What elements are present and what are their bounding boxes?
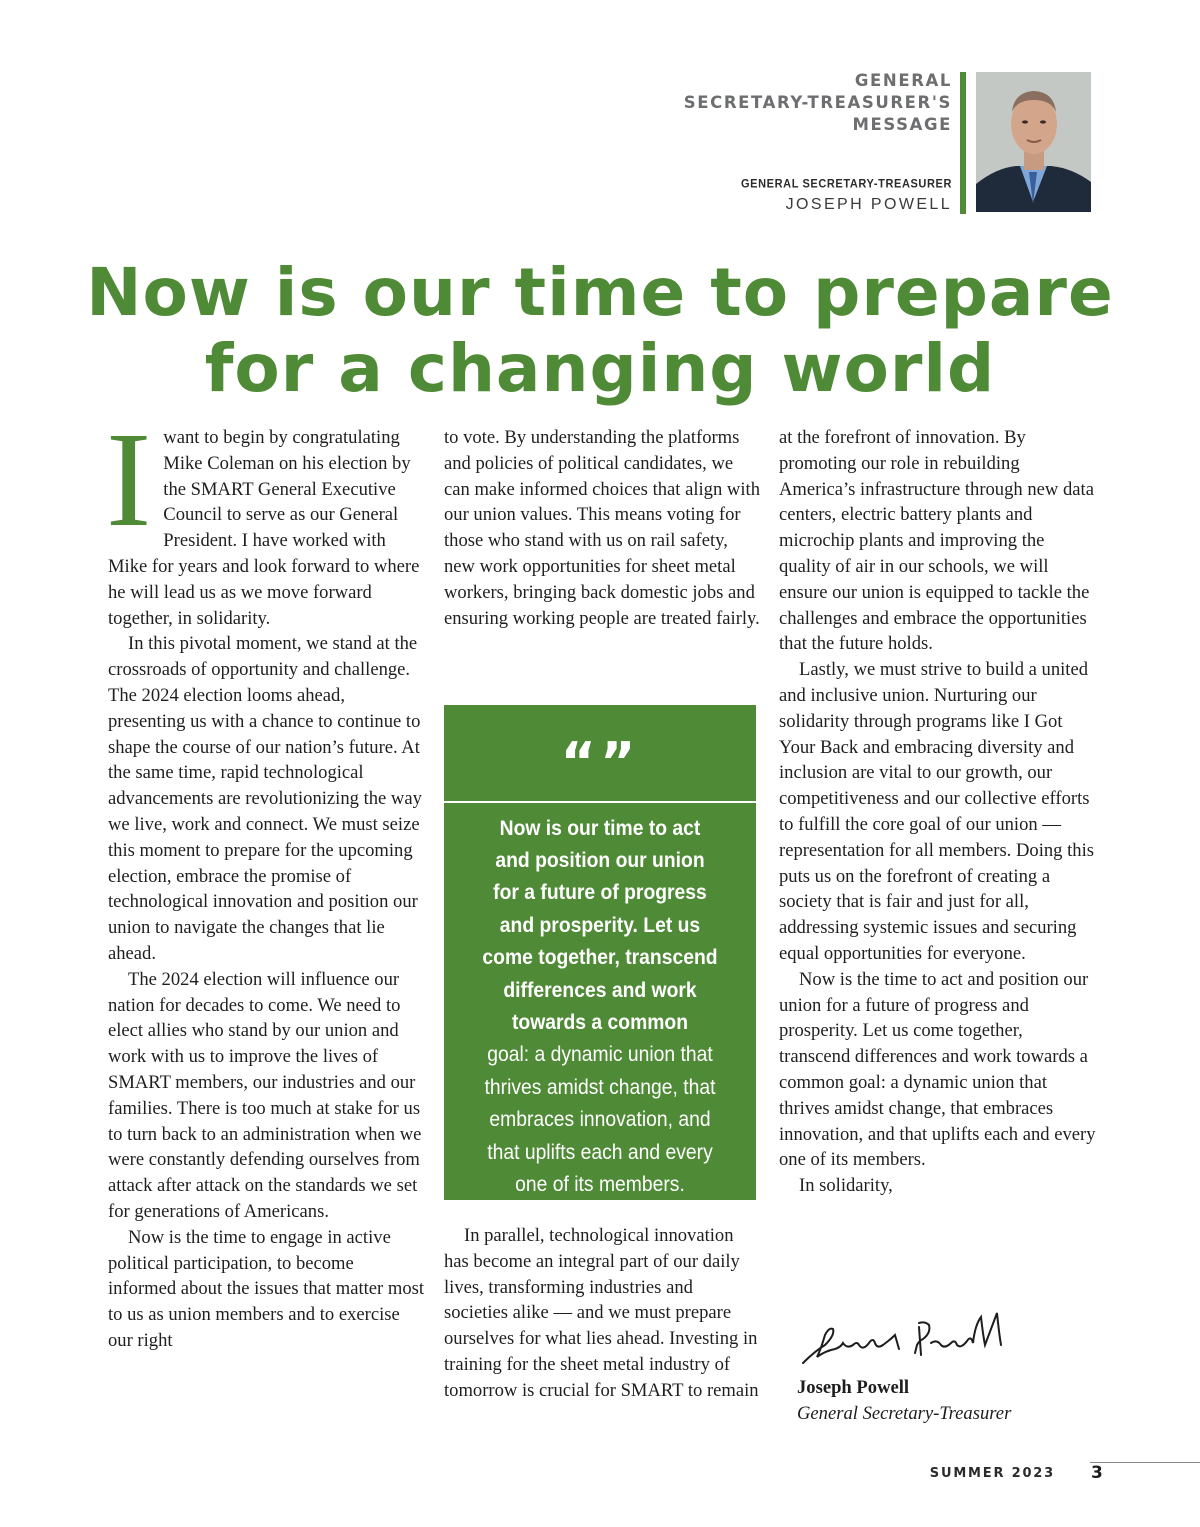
article-column-1 — [106, 405, 426, 1354]
headline — [0, 255, 1200, 407]
pull-quote — [444, 705, 756, 1200]
footer-divider — [1090, 1462, 1200, 1463]
drop-cap: I — [106, 405, 152, 555]
paragraph: Now is the time to act and position our union for a future of progress and prosperity. Let us come together, transcend differences and work towards a common goal: a dynamic union that thrives amidst change, that embraces innovation, and that uplifts each and every one of its members. — [779, 968, 1096, 1171]
article-column-2-continued — [444, 1223, 760, 1404]
paragraph: Lastly, we must strive to build a united and inclusive union. Nurturing our solidarity through programs like I Got Your Back and embracing diversity and inclusion are vital to our growth, our competitiveness and our collective efforts to fulfill the core goal of our union — representation for all members. Doing this puts us on the forefront of creating a society that is fair and just for all, addressing systemic issues and securing equal opportunities for everyone. — [779, 659, 1094, 964]
paragraph: The 2024 election will influence our nation for decades to come. We need to elect allies who stand by our union and work with us to improve the lives of SMART members, our industries and our families. There is too much at stake for us to turn back to an administration when we were constantly defending ourselves from attack after attack on the standards we set for generations of Americans. — [108, 968, 422, 1222]
paragraph: at the forefront of innovation. By promoting our role in rebuilding America’s infrastructure through new data centers, electric battery plants and microchip plants and improving the quality of air in our schools, we will ensure our union is equipped to tackle the challenges and embrace the opportunities that the future holds. — [779, 427, 1094, 655]
article-column-3 — [779, 425, 1097, 1199]
paragraph-text: want to begin by congratulating Mike Coleman on his election by the SMART General Executive Council to serve as our General President. I have worked with Mike for years and look forward to where he will lead us as we move forward together, in solidarity. — [108, 427, 420, 629]
headline-line: for a changing world — [204, 330, 996, 407]
issue-label: SUMMER 2023 — [929, 1466, 1055, 1481]
pull-quote-bold-text: Now is our time to act and position our union for a future of progress and prosperity. Let us come together, transcend differences and work towards a common — [482, 816, 718, 1034]
section-label — [684, 70, 952, 136]
pull-quote-divider — [444, 801, 756, 803]
accent-bar — [960, 72, 966, 214]
signature-title: General Secretary-Treasurer — [797, 1403, 1012, 1424]
paragraph: In this pivotal moment, we stand at the crossroads of opportunity and challenge. The 2024 election looms ahead, presenting us with a chance to continue to shape the course of our nation’s future. At the same time, rapid technological advancements are revolutionizing the way we live, work and connect. We must seize this moment to prepare for the upcoming election, embrace the promise of technological innovation and position our union to navigate the changes that lie ahead. — [108, 633, 422, 964]
signature-name: Joseph Powell — [797, 1377, 910, 1398]
closing-salutation: In solidarity, — [799, 1175, 893, 1197]
section-label-line: GENERAL — [854, 71, 952, 90]
paragraph: In parallel, technological innovation has become an integral part of our daily lives, transforming industries and societies alike — and we must prepare ourselves for what lies ahead. Investing in training for the sheet metal industry of tomorrow is crucial for SMART to remain — [444, 1225, 759, 1401]
paragraph: Now is the time to engage in active political participation, to become informed about the issues that matter most to us as union members and to exercise our right — [108, 1226, 425, 1351]
page-number: 3 — [1091, 1463, 1103, 1483]
quote-marks-icon: “” — [560, 731, 640, 794]
section-label-line: MESSAGE — [852, 115, 952, 134]
paragraph — [106, 405, 426, 631]
handwritten-signature — [795, 1305, 1025, 1375]
paragraph: to vote. By understanding the platforms and policies of political candidates, we can make informed choices that align with our union values. This means voting for those who stand with us on rail safety, new work opportunities for sheet metal workers, bringing back domestic jobs and ensuring working people are treated fairly. — [444, 427, 760, 629]
pull-quote-light-text: goal: a dynamic union that thrives amidst change, that embraces innovation, and that uplifts each and every one of its members. — [484, 1043, 716, 1196]
portrait-image — [976, 72, 1091, 212]
article-column-2 — [444, 425, 760, 631]
author-portrait — [976, 72, 1091, 212]
headline-line: Now is our time to prepare — [86, 254, 1114, 331]
author-name: JOSEPH POWELL — [785, 196, 952, 213]
author-role: GENERAL SECRETARY-TREASURER — [741, 177, 952, 191]
section-label-line: SECRETARY-TREASURER'S — [683, 93, 952, 112]
